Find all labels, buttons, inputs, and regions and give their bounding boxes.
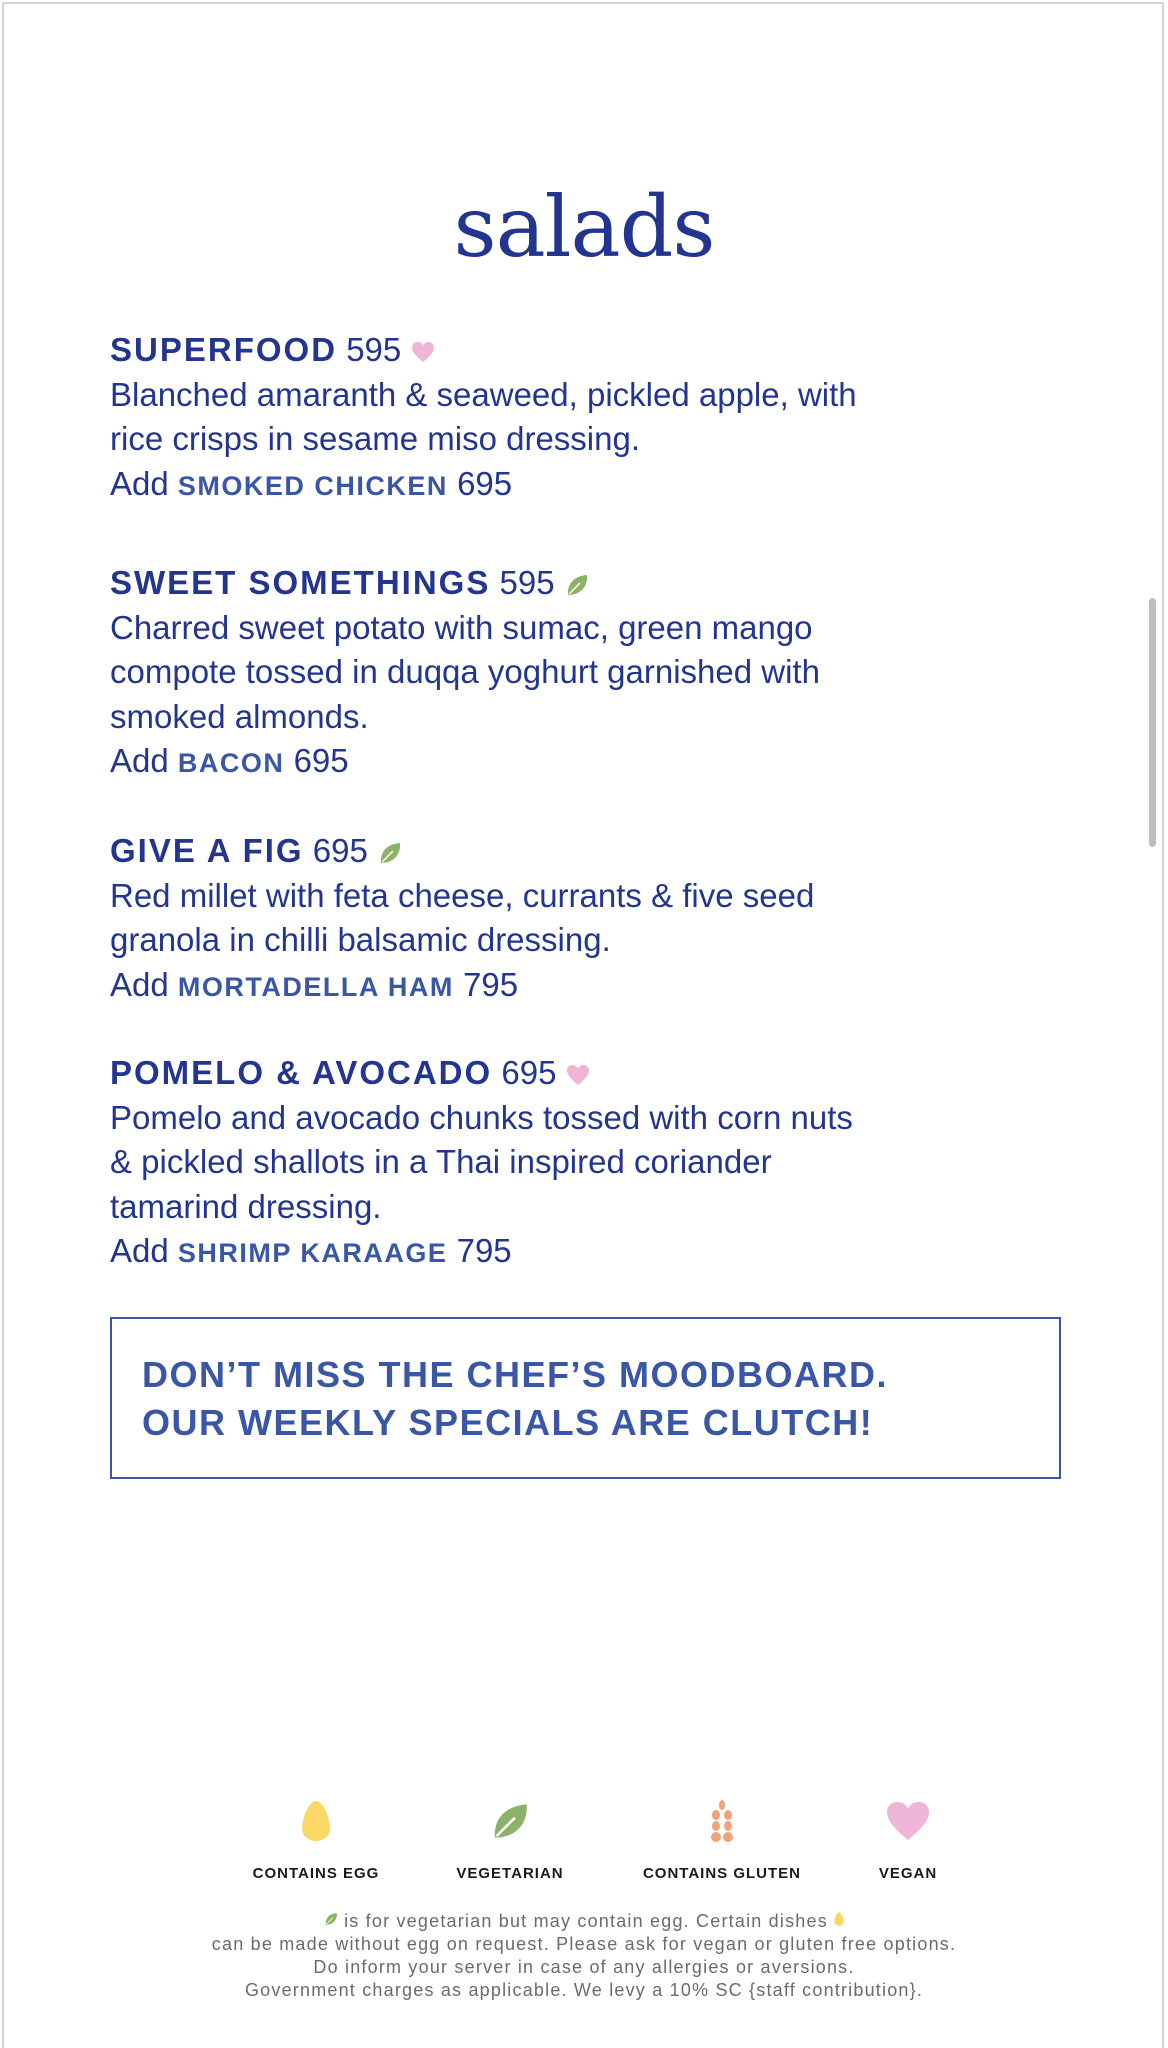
item-name: SWEET SOMETHINGS (110, 564, 491, 601)
vegan-heart-icon (411, 341, 435, 363)
legend-contains-gluten (622, 1800, 822, 1882)
item-description: tamarind dressing. (110, 1187, 382, 1225)
vegetarian-leaf-icon (565, 573, 589, 597)
item-description: rice crisps in sesame miso dressing. (110, 420, 640, 457)
item-description: & pickled shallots in a Thai inspired coriander (110, 1143, 772, 1180)
add-on-name: BACON (177, 748, 285, 778)
item-description: Red millet with feta cheese, currants & five seed (110, 876, 815, 914)
wheat-icon (707, 1800, 737, 1842)
menu-item-pomelo-avocado (110, 1051, 1060, 1276)
item-price: 595 (499, 564, 555, 601)
callout-line: DON’T MISS THE CHEF’S MOODBOARD. (142, 1354, 889, 1395)
item-name: GIVE A FIG (110, 832, 304, 869)
add-on-name: SMOKED CHICKEN (177, 470, 448, 501)
item-description: Pomelo and avocado chunks tossed with corn nuts (110, 1098, 853, 1136)
legend-label: CONTAINS GLUTEN (642, 1865, 802, 1882)
item-name: SUPERFOOD (110, 331, 338, 368)
item-description: compote tossed in duqqa yoghurt garnished with (110, 653, 820, 690)
egg-icon (834, 1911, 844, 1927)
footer-line: is for vegetarian but may contain egg. Certain dishes (344, 1911, 828, 1931)
legend-label: VEGAN (878, 1865, 938, 1882)
vegetarian-leaf-icon (378, 841, 402, 865)
legend-label: VEGETARIAN (456, 1865, 564, 1882)
add-label: Add (110, 965, 169, 1003)
heart-icon (885, 1800, 931, 1842)
item-description: Charred sweet potato with sumac, green mango (110, 608, 813, 646)
add-label: Add (110, 742, 169, 779)
item-price: 695 (312, 832, 368, 869)
item-price: 695 (501, 1054, 557, 1091)
chef-moodboard-callout (110, 1317, 1061, 1479)
item-description: smoked almonds. (110, 697, 369, 735)
callout-line: OUR WEEKLY SPECIALS ARE CLUTCH! (142, 1402, 874, 1443)
add-on-price: 695 (457, 464, 513, 502)
legend-contains-egg (216, 1800, 416, 1882)
legend-vegan (808, 1800, 1008, 1882)
item-description: granola in chilli balsamic dressing. (110, 921, 611, 958)
footer-line: can be made without egg on request. Please ask for vegan or gluten free options. (211, 1934, 957, 1954)
add-on-name: MORTADELLA HAM (177, 971, 454, 1002)
add-label: Add (110, 1232, 169, 1269)
add-on-name: SHRIMP KARAAGE (177, 1238, 448, 1268)
footer-notes (0, 1910, 1168, 2002)
egg-icon (301, 1800, 331, 1842)
menu-item-sweet-somethings (110, 561, 1060, 786)
page-title: salads (453, 178, 715, 276)
footer-line: Do inform your server in case of any allergies or aversions. (313, 1957, 855, 1977)
leaf-icon (490, 1800, 530, 1842)
menu-item-give-a-fig (110, 829, 1060, 1009)
legend-label: CONTAINS EGG (252, 1865, 380, 1882)
menu-item-superfood (110, 328, 1060, 508)
legend-vegetarian (410, 1800, 610, 1882)
leaf-icon (324, 1911, 338, 1927)
item-price: 595 (346, 331, 402, 368)
scrollbar[interactable] (1149, 598, 1156, 847)
add-on-price: 795 (456, 1232, 512, 1269)
add-on-price: 795 (463, 965, 519, 1003)
item-name: POMELO & AVOCADO (110, 1054, 493, 1091)
item-description: Blanched amaranth & seaweed, pickled apple, with (110, 375, 857, 413)
add-label: Add (110, 464, 169, 502)
vegan-heart-icon (566, 1064, 590, 1086)
page-frame (2, 2, 1164, 2048)
add-on-price: 695 (293, 742, 349, 779)
footer-line: Government charges as applicable. We levy a 10% SC {staff contribution}. (244, 1980, 924, 2000)
